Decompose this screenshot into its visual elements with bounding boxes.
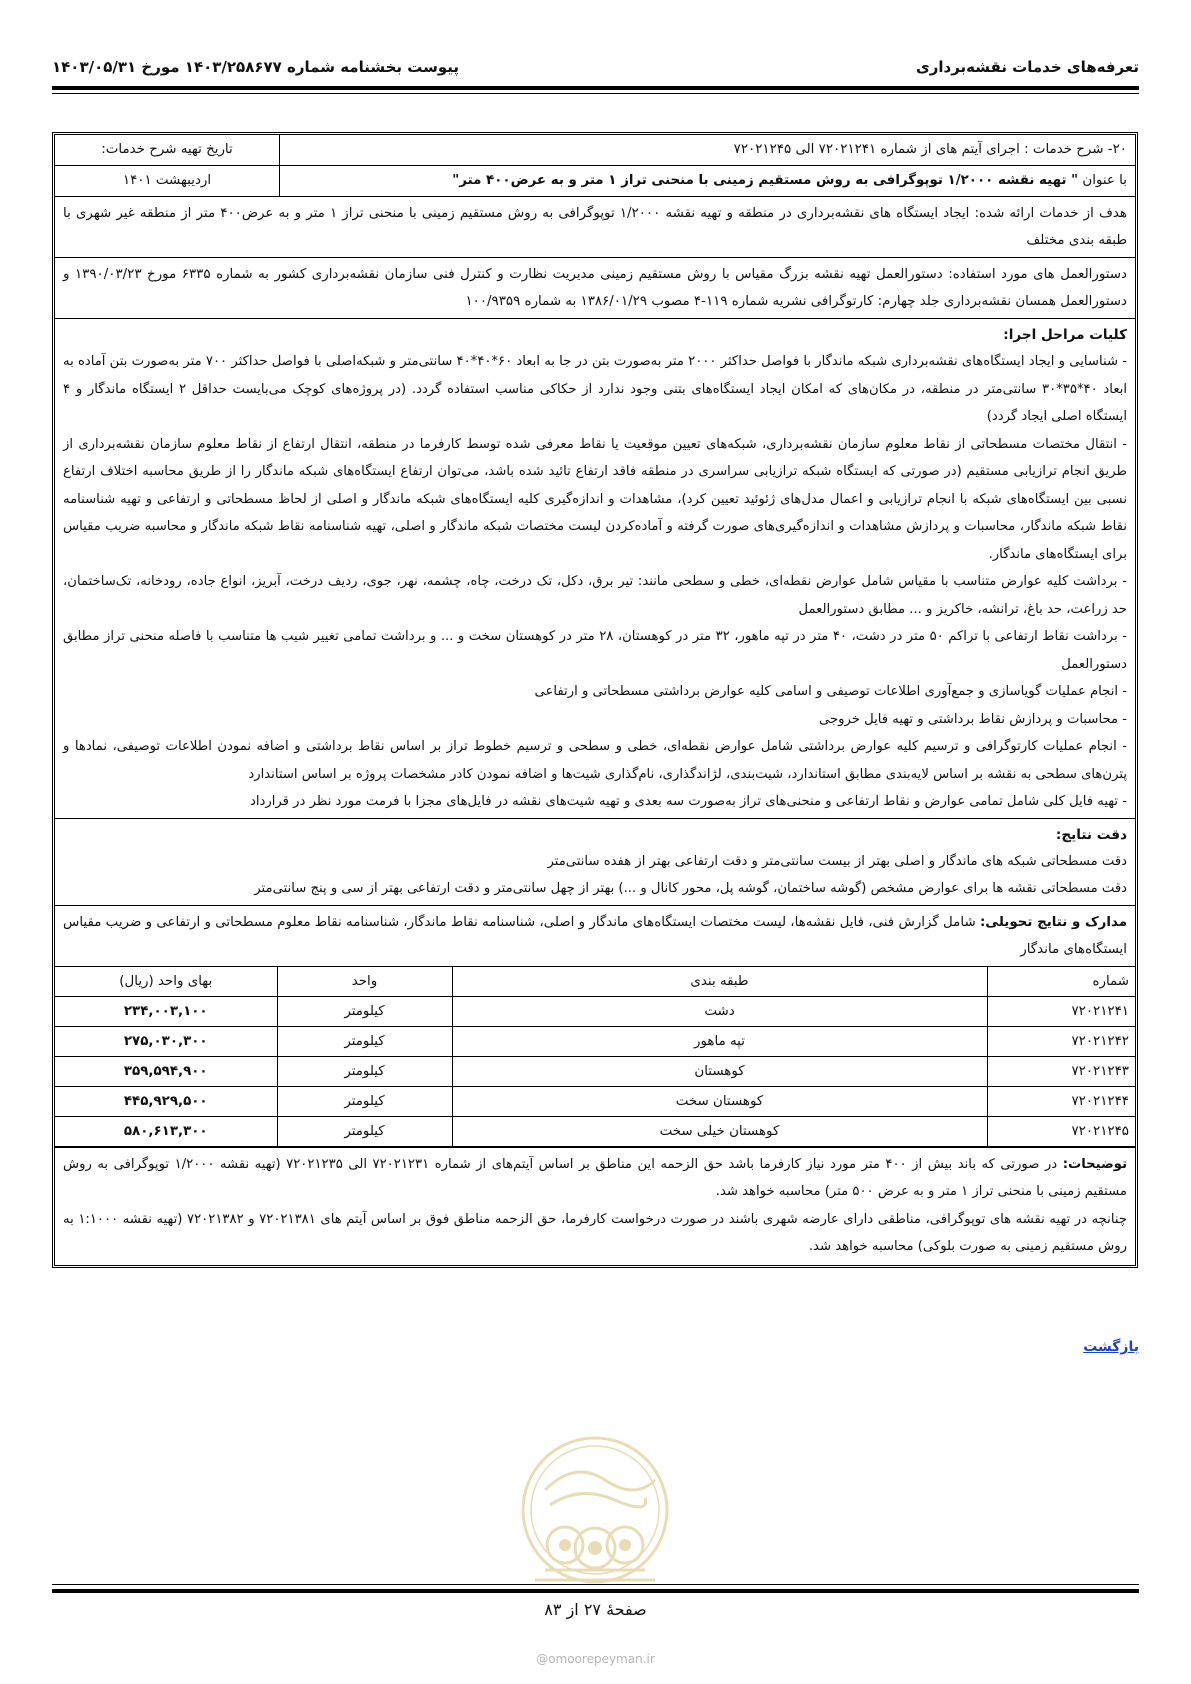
step-item: - محاسبات و پردازش نقاط برداشتی و تهیه فایل خروجی [818,711,1127,727]
notes-text-2: چنانچه در تهیه نقشه های توپوگرافی، مناطقی دارای عارضه شهری باشند در صورت درخواست کارفرما، حق الزحمه مناطق فوق بر اساس آیتم های ۷۲۰۲۱۳۸۱ و ۷۲۰۲۱۳۸۲ (تهیه نقشه ۱:۱۰۰۰ به روش مستقیم زمینی به صورت بلوکی) محاسبه خواهد شد. [63,1211,1127,1254]
item-unit: کیلومتر [277,1086,452,1116]
service-date-value: اردیبهشت ۱۴۰۱ [122,173,212,188]
table-row [55,1056,1135,1086]
item-category: تپه ماهور [452,1026,987,1056]
header-title: تعرفه‌های خدمات نقشه‌برداری [915,58,1139,76]
step-item: - انجام عملیات گویاسازی و جمع‌آوری اطلاعات توصیفی و اسامی کلیه عوارض برداشتی مسطحاتی و ارتفاعی [534,684,1127,699]
item-price: ۳۵۹,۵۹۴,۹۰۰ [55,1056,277,1086]
service-title-block [279,135,1135,196]
note-item [55,1151,1135,1206]
item-category: دشت [452,996,987,1026]
accuracy-item: دقت مسطحاتی شبکه های ماندگار و اصلی بهتر از بیست سانتی‌متر و دقت ارتفاعی بهتر از هفده سانتی‌متر [547,853,1127,869]
item-number: ۷۲۰۲۱۲۴۱ [987,996,1135,1026]
site-watermark: @omoorepeyman.ir [536,1652,655,1666]
col-number-header: شماره [987,967,1135,997]
item-price: ۴۴۵,۹۲۹,۵۰۰ [55,1086,277,1116]
item-unit: کیلومتر [277,1056,452,1086]
item-price: ۲۳۴,۰۰۳,۱۰۰ [55,996,277,1026]
item-price: ۵۸۰,۶۱۳,۳۰۰ [55,1116,277,1146]
service-title-prefix: با عنوان [1082,173,1127,188]
table-row [55,1026,1135,1056]
page-number: صفحهٔ ۲۷ از ۸۳ [544,1600,647,1619]
price-table-wrap [55,967,1135,1148]
header-rule-thick [52,86,1139,90]
notes-section [55,1148,1135,1265]
accuracy-heading: دقت نتایج: [1055,826,1127,843]
service-goal: هدف از خدمات ارائه شده: ایجاد ایستگاه های نقشه‌برداری در منطقه و تهیه نقشه ۱/۲۰۰۰ توپوگرافی به روش مستقیم زمینی با منحنی تراز ۱ متر و به عرض۴۰۰ متر از منطقه غیر شهری با طبقه بندی مختلف [55,197,1135,258]
service-title: " تهیه نقشه ۱/۲۰۰۰ توپوگرافی به روش مستقیم زمینی با منحنی تراز ۱ متر و به عرض۴۰۰ متر" [452,173,1079,188]
footer-rule-thick [52,1589,1139,1593]
header-annex: پیوست بخشنامه شماره ۱۴۰۳/۲۵۸۶۷۷ مورخ ۱۴۰۳/۰۵/۳۱ [52,58,460,76]
step-item: - شناسایی و ایجاد ایستگاه‌های نقشه‌برداری شبکه ماندگار با فواصل حداکثر ۲۰۰۰ متر به‌صورت بتن در جا به ابعاد ۶۰*۴۰*۴۰ سانتی‌متر و شبکه‌اصلی با فواصل حداکثر ۷۰۰ متر به‌صورت بتن آماده به ابعاد ۴۰*۳۵*۳۰ سانتی‌متر در منطقه، در مکان‌های که امکان ایجاد ایستگاه‌های بتنی وجود ندارد از حکاکی مناسب استفاده گردد. (در پروژه‌های کوچک می‌بایست حداقل ۲ ایستگاه ماندگار و ۴ ایستگاه اصلی ایجاد گردد) [63,354,1128,424]
item-unit: کیلومتر [277,1026,452,1056]
item-category: کوهستان سخت [452,1086,987,1116]
step-item: - انتقال مختصات مسطحاتی از نقاط معلوم سازمان نقشه‌برداری، شبکه‌های تعیین موقعیت یا نقاط معرفی شده توسط کارفرما در منطقه، انتقال ارتفاع از نقاط معلوم سازمان نقشه‌برداری از طریق انجام ترازیابی مستقیم (در صورتی که ایستگاه شبکه ترازیابی سراسری در منطقه فاقد ارتفاع تائید شده باشد، می‌توان ارتفاع ایستگاه‌های شبکه ماندگار را از طریق محاسبه اختلاف ارتفاع نسبی بین ایستگاه‌های شبکه با انجام ترازیابی و اعمال مدل‌های ژئوئید تعیین کرد)، مشاهدات و اندازه‌گیری کلیه ایستگاه‌های شبکه ماندگار و اصلی از لحاظ مسطحاتی و ارتفاعی و تهیه شناسنامه نقاط شبکه ماندگار، محاسبات و پردازش مشاهدات و اندازه‌گیری‌های صورت گرفته و آماده‌کردن لیست مختصات شبکه ماندگار و اصلی، تهیه شناسنامه نقاط شبکه ماندگار و محاسبه ضریب مقیاس برای ایستگاه‌های ماندگار. [63,436,1127,562]
deliverables-label: مدارک و نتایج تحویلی: [979,914,1127,930]
service-date-block [55,135,279,196]
service-date-label: تاریخ تهیه شرح خدمات: [55,135,279,166]
page-header [52,52,1139,86]
notes-label: توضیحات: [1062,1156,1128,1172]
service-instructions: دستورالعمل های مورد استفاده: دستورالعمل تهیه نقشه بزرگ مقیاس با روش مستقیم زمینی مدیریت نظارت و کنترل فنی سازمان نقشه‌برداری کشور به شماره ۶۳۳۵ مورخ ۱۳۹۰/۰۳/۲۳ و دستورالعمل همسان نقشه‌برداری جلد چهارم: کارتوگرافی نشریه شماره ۱۱۹-۴ مصوب ۱۳۸۶/۰۱/۲۹ به شماره ۱۰۰/۹۳۵۹ [55,258,1135,319]
col-price-header: بهای واحد (ریال) [55,967,277,997]
back-link[interactable]: بازگشت [1083,1339,1139,1355]
execution-steps [55,319,1135,819]
step-item: - برداشت نقاط ارتفاعی با تراکم ۵۰ متر در دشت، ۴۰ متر در تپه ماهور، ۳۲ متر در کوهستان، ۲۸ متر در کوهستان سخت و ... و برداشت تمامی تغییر شیب ها متناسب با فاصله منحنی تراز مطابق دستورالعمل [63,629,1127,672]
item-number: ۷۲۰۲۱۲۴۴ [987,1086,1135,1116]
table-row [55,996,1135,1026]
service-code-line: ۲۰- شرح خدمات : اجرای آیتم های از شماره ۷۲۰۲۱۲۴۱ الی ۷۲۰۲۱۲۴۵ [280,135,1135,166]
table-row [55,1086,1135,1116]
step-item: - انجام عملیات کارتوگرافی و ترسیم کلیه عوارض برداشتی شامل عوارض نقطه‌ای، خطی و سطحی و ترسیم خطوط تراز بر اساس نقاط برداشتی و اضافه نمودن اطلاعات توصیفی، نمادها و پترن‌های سطحی به نقشه بر اساس لایه‌بندی مطابق استاندارد، شیت‌بندی، لژاندگذاری، نام‌گذاری شیت‌ها و اضافه نمودن کادر مشخصات پروژه بر اساس استاندارد [63,739,1127,782]
item-price: ۲۷۵,۰۳۰,۳۰۰ [55,1026,277,1056]
item-number: ۷۲۰۲۱۲۴۳ [987,1056,1135,1086]
deliverables-text: شامل گزارش فنی، فایل نقشه‌ها، لیست مختصات ایستگاه‌های ماندگار و اصلی، شناسنامه نقاط ماندگار، شناسنامه نقاط معلوم مسطحاتی و ارتفاعی و ضریب مقیاس ایستگاه‌های ماندگار [63,914,1127,957]
item-category: کوهستان خیلی سخت [452,1116,987,1146]
accuracy-section [55,819,1135,906]
col-category-header: طبقه بندی [452,967,987,997]
notes-text-1: در صورتی که باند بیش از ۴۰۰ متر مورد نیاز کارفرما باشد حق الزحمه این مناطق بر اساس آیتم‌های از شماره ۷۲۰۲۱۲۳۱ الی ۷۲۰۲۱۲۳۵ (تهیه نقشه ۱/۲۰۰۰ توپوگرافی به روش مستقیم زمینی با منحنی تراز ۱ متر و به عرض ۵۰۰ متر) محاسبه خواهد شد. [63,1156,1127,1199]
price-table-header [55,967,1135,997]
accuracy-item: دقت مسطحاتی نقشه ها برای عوارض مشخص (گوشه ساختمان، گوشه پل، محور کانال و ...) بهتر از چهل سانتی‌متر و دقت ارتفاعی بهتر از سی و پنج سانتی‌متر [254,881,1127,896]
item-number: ۷۲۰۲۱۲۴۲ [987,1026,1135,1056]
service-frame [52,132,1138,1268]
item-category: کوهستان [452,1056,987,1086]
steps-heading: کلیات مراحل اجرا: [1003,327,1127,343]
item-number: ۷۲۰۲۱۲۴۵ [987,1116,1135,1146]
col-unit-header: واحد [277,967,452,997]
table-row [55,1116,1135,1146]
step-item: - تهیه فایل کلی شامل تمامی عوارض و نقاط ارتفاعی و منحنی‌های تراز به‌صورت سه بعدی و تهیه شیت‌های نقشه در فایل‌های مجزا با فرمت مورد نظر در قرارداد [249,794,1127,809]
service-title-line [280,166,1135,196]
item-unit: کیلومتر [277,996,452,1026]
footer-rule-thin [52,1584,1139,1585]
step-item: - برداشت کلیه عوارض متناسب با مقیاس شامل عوارض نقطه‌ای، خطی و سطحی مانند: تیر برق، دکل، تک درخت، چاه، چشمه، نهر، جوی، ردیف درخت، آبریز، انواع جاده، رودخانه، تک‌ساختمان، حد زراعت، حد باغ، ترانشه، خاکریز و ... مطابق دستورالعمل [63,574,1127,617]
header-rule-thin [52,93,1139,94]
price-table [55,967,1135,1147]
deliverables-section [55,906,1135,967]
item-unit: کیلومتر [277,1116,452,1146]
service-title-row [55,135,1135,197]
